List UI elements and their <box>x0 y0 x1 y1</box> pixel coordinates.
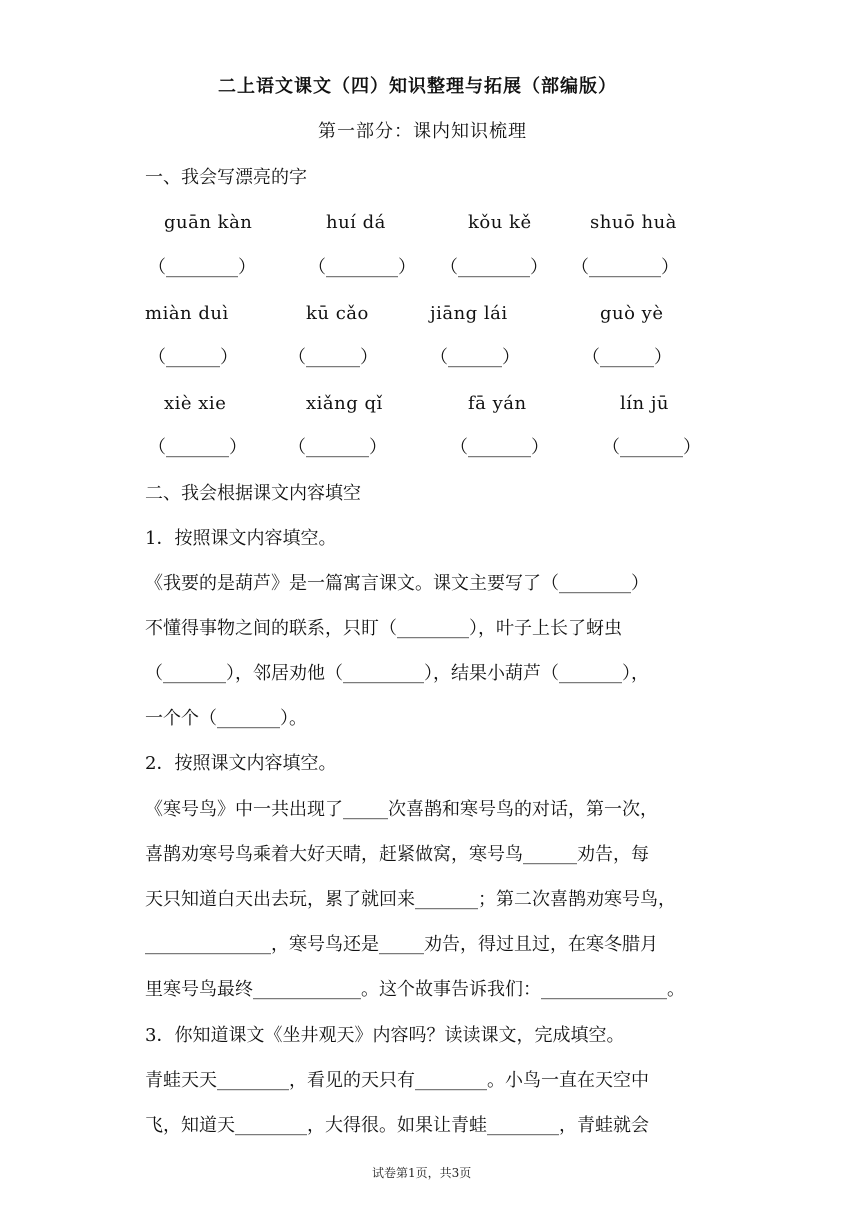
answer-blank[interactable]: （________） <box>148 257 256 278</box>
page-subtitle: 第一部分：课内知识梳理 <box>318 121 527 142</box>
q1-label: 1．按照课文内容填空。 <box>145 528 337 549</box>
page-footer: 试卷第1页，共3页 <box>372 1166 472 1180</box>
pinyin-shuo-hua: shuō huà <box>590 212 677 233</box>
pinyin-mian-dui: miàn duì <box>145 303 229 324</box>
q2-line: 里寒号鸟最终____________。这个故事告诉我们：______________。 <box>145 979 685 1000</box>
pinyin-jiang-lai: jiāng lái <box>430 303 508 324</box>
section2-heading: 二、我会根据课文内容填空 <box>145 483 361 504</box>
answer-blank[interactable]: （______） <box>582 347 672 368</box>
answer-blank[interactable]: （______） <box>430 347 520 368</box>
pinyin-lin-ju: lín jū <box>620 393 670 414</box>
q2-line: ______________，寒号鸟还是_____劝告，得过且过，在寒冬腊月 <box>145 934 658 955</box>
answer-blank[interactable]: （______） <box>288 347 378 368</box>
answer-blank[interactable]: （______） <box>148 347 238 368</box>
q1-line: 不懂得事物之间的联系，只盯（________），叶子上长了蚜虫 <box>145 618 622 639</box>
q3-line: 青蛙天天________，看见的天只有________。小鸟一直在天空中 <box>145 1070 649 1091</box>
pinyin-ku-cao: kū cǎo <box>306 303 369 324</box>
answer-blank[interactable]: （_______） <box>602 437 701 458</box>
pinyin-hui-da: huí dá <box>326 212 386 233</box>
pinyin-xiang-qi: xiǎng qǐ <box>306 393 383 414</box>
q2-label: 2．按照课文内容填空。 <box>145 753 337 774</box>
pinyin-xie-xie: xiè xie <box>164 393 227 414</box>
pinyin-guan-kan: guān kàn <box>164 212 253 233</box>
page-title: 二上语文课文（四）知识整理与拓展（部编版） <box>218 76 617 97</box>
q1-line: （_______），邻居劝他（_________），结果小葫芦（_______）， <box>145 663 649 684</box>
answer-blank[interactable]: （________） <box>308 257 416 278</box>
q2-line: 喜鹊劝寒号鸟乘着大好天晴，赶紧做窝，寒号鸟______劝告，每 <box>145 844 649 865</box>
answer-blank[interactable]: （________） <box>571 257 679 278</box>
answer-blank[interactable]: （________） <box>440 257 548 278</box>
q3-label: 3．你知道课文《坐井观天》内容吗？读读课文，完成填空。 <box>145 1025 625 1046</box>
answer-blank[interactable]: （_______） <box>450 437 549 458</box>
answer-blank[interactable]: （_______） <box>148 437 247 458</box>
pinyin-guo-ye: guò yè <box>600 303 664 324</box>
pinyin-fa-yan: fā yán <box>468 393 527 414</box>
q3-line: 飞，知道天________，大得很。如果让青蛙________，青蛙就会 <box>145 1115 649 1136</box>
q2-line: 《寒号鸟》中一共出现了_____次喜鹊和寒号鸟的对话，第一次， <box>145 799 658 820</box>
answer-blank[interactable]: （_______） <box>288 437 387 458</box>
pinyin-kou-ke: kǒu kě <box>468 212 532 233</box>
section1-heading: 一、我会写漂亮的字 <box>145 167 307 188</box>
q1-line: 一个个（_______）。 <box>145 708 307 729</box>
q1-line: 《我要的是葫芦》是一篇寓言课文。课文主要写了（________） <box>145 573 649 594</box>
q2-line: 天只知道白天出去玩，累了就回来_______；第二次喜鹊劝寒号鸟， <box>145 889 676 910</box>
